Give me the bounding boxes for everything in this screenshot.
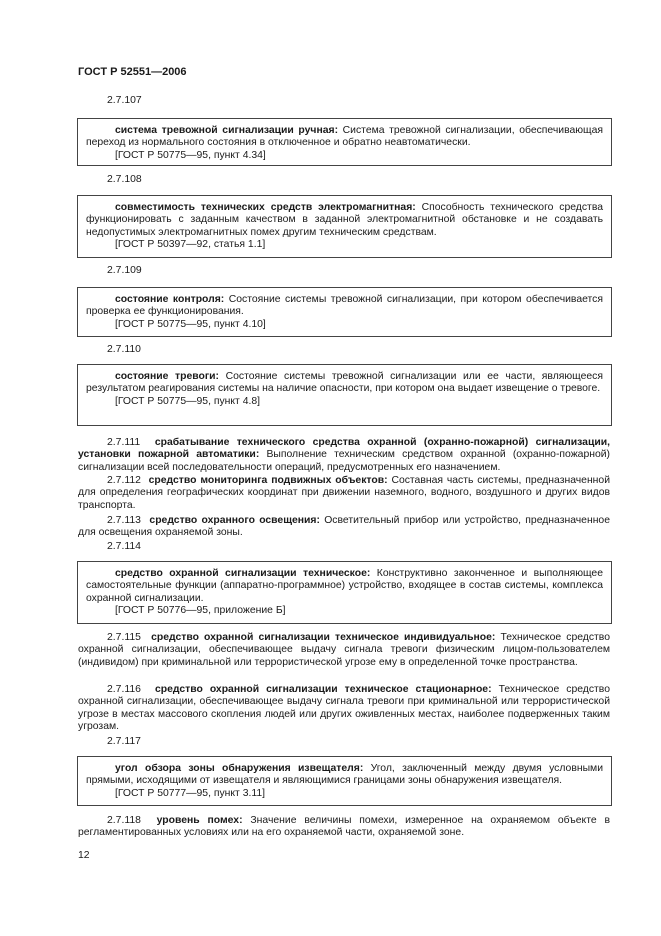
entry-number: 2.7.109 [107, 265, 142, 276]
entry-number: 2.7.113 [107, 515, 141, 526]
term: средство охранной сигнализации техническое индивидуальное: [151, 632, 496, 643]
definition-box [77, 195, 612, 258]
definition-box [77, 561, 612, 624]
entry-number: 2.7.118 [107, 815, 141, 826]
term: уровень помех: [156, 815, 243, 826]
entry-number: 2.7.107 [107, 95, 142, 106]
definition-paragraph: 2.7.113 средство охранного освещения: Осветительный прибор или устройство, предназначенное для освещения охраняемой зоны. [78, 515, 610, 539]
definition-paragraph: 2.7.116 средство охранной сигнализации техническое стационарное: Техническое средство охранной сигнализации, обеспечивающее выдачу сигнала тревоги при криминальной или террористической угрозе в местах массового скопления людей или других оживленных местах, наиболее подверженных таким угрозам. [78, 684, 610, 733]
term: средство охранной сигнализации техническое: [115, 568, 371, 579]
definition-text: система тревожной сигнализации ручная: Система тревожной сигнализации, обеспечивающая переход из нормального состояния в отключенное и обратно неавтоматически. [86, 125, 603, 149]
term: средство охранного освещения: [149, 515, 320, 526]
entry-number: 2.7.110 [107, 344, 141, 355]
page-number: 12 [78, 850, 90, 861]
definition-box [77, 118, 612, 166]
definition-text: средство охранной сигнализации техническое: Конструктивно законченное и выполняющее самостоятельные функции (аппаратно-программное) устройство, входящее в состав системы, комплекса охранной сигнализации. [86, 568, 603, 604]
definition-text: состояние контроля: Состояние системы тревожной сигнализации, при котором обеспечивается проверка ее функционирования. [86, 294, 603, 318]
term: система тревожной сигнализации ручная: [115, 125, 339, 136]
reference: [ГОСТ Р 50777—95, пункт 3.11] [115, 787, 266, 799]
definition-text: состояние тревоги: Состояние системы тревожной сигнализации или ее части, являющееся результатом реагирования системы на наличие опасности, при котором она выдает извещение о тревоге. [86, 371, 603, 395]
definition-paragraph: 2.7.111 срабатывание технического средства охранной (охранно-пожарной) сигнализации, установки пожарной автоматики: Выполнение техническим средством охранной (охранно-пожарной) сигнализации всей последовательности операций, предусмотренных его назначением. [78, 437, 610, 473]
entry-number: 2.7.115 [107, 632, 141, 643]
entry-number: 2.7.112 [107, 475, 141, 486]
entry-number: 2.7.114 [107, 541, 141, 552]
reference: [ГОСТ Р 50775—95, пункт 4.34] [115, 149, 266, 161]
entry-number: 2.7.111 [107, 437, 141, 448]
entry-number: 2.7.117 [107, 736, 141, 747]
term: срабатывание технического средства охранной (охранно-пожарной) сигнализации, установки пожарной автоматики: [78, 437, 610, 461]
definition-paragraph: 2.7.115 средство охранной сигнализации техническое индивидуальное: Техническое средство охранной сигнализации, обеспечивающее выдачу сигнала тревоги физическим лицом-пользователем (индивидом) при криминальной или террористической угрозе ему в определенной точке пространства. [78, 632, 610, 668]
definition-box [77, 287, 612, 337]
term: совместимость технических средств электромагнитная: [115, 202, 416, 213]
term: состояние тревоги: [115, 371, 220, 382]
definition-box [77, 364, 612, 426]
reference: [ГОСТ Р 50775—95, пункт 4.8] [115, 395, 261, 407]
reference: [ГОСТ Р 50397—92, статья 1.1] [115, 239, 266, 251]
entry-number: 2.7.116 [107, 684, 141, 695]
definition-text: угол обзора зоны обнаружения извещателя: Угол, заключенный между двумя условными прямыми, исходящими от извещателя и являющимися границами зоны обнаружения извещателя. [86, 763, 603, 787]
term: средство охранной сигнализации техническое стационарное: [154, 684, 492, 695]
term: средство мониторинга подвижных объектов: [148, 475, 388, 486]
entry-number: 2.7.108 [107, 174, 142, 185]
reference: [ГОСТ Р 50776—95, приложение Б] [115, 605, 286, 617]
definition-box [77, 756, 612, 806]
term: угол обзора зоны обнаружения извещателя: [115, 763, 364, 774]
term: состояние контроля: [115, 294, 225, 305]
reference: [ГОСТ Р 50775—95, пункт 4.10] [115, 318, 266, 330]
standard-header: ГОСТ Р 52551—2006 [78, 66, 187, 78]
definition-paragraph: 2.7.118 уровень помех: Значение величины помехи, измеренное на охраняемом объекте в регламентированных условиях или на его охраняемой части, охраняемой зоне. [78, 815, 611, 839]
definition-paragraph: 2.7.112 средство мониторинга подвижных объектов: Составная часть системы, предназначенной для определения географических координат при движении наземного, водного, воздушного и других видов транспорта. [78, 475, 611, 511]
definition-text: совместимость технических средств электромагнитная: Способность технического средства функционировать с заданным качеством в заданной электромагнитной обстановке и не создавать недопустимых электромагнитных помех другим техническим средствам. [86, 202, 603, 238]
